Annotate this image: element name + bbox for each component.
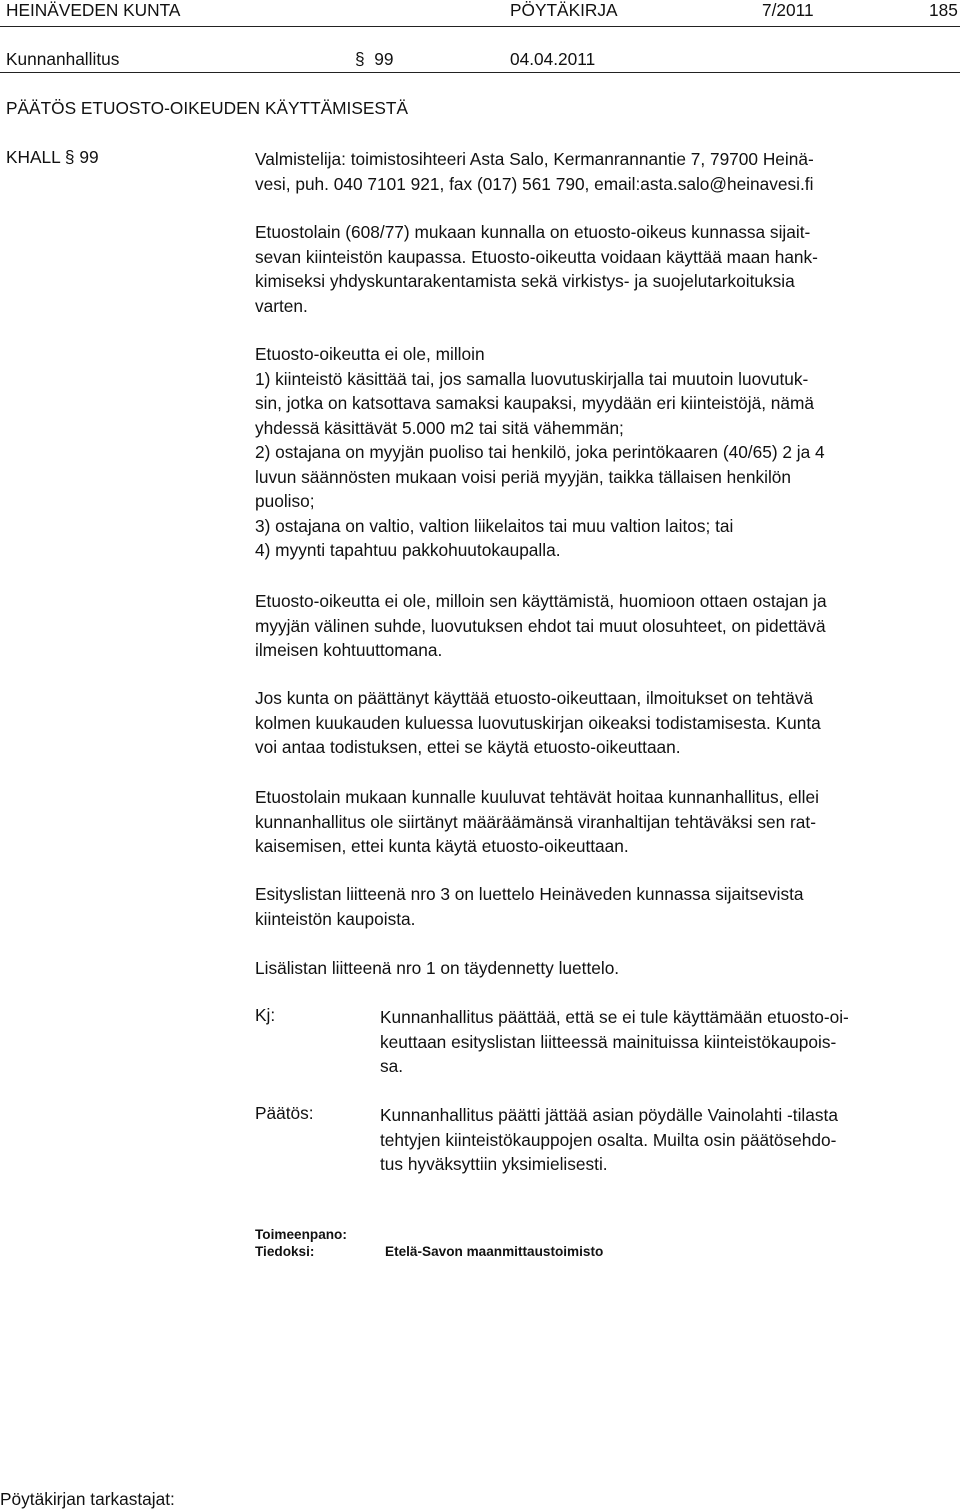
paragraph-line: sin, jotka on katsottava samaksi kaupaksi, myydään eri kiinteistöjä, nämä <box>255 393 815 413</box>
implementation-label: Toimeenpano: <box>255 1227 347 1242</box>
paragraph-line: Etuostolain mukaan kunnalle kuuluvat tehtävät hoitaa kunnanhallitus, ellei <box>255 787 819 807</box>
meta-rule <box>0 72 960 73</box>
paragraph-line: voi antaa todistuksen, ettei se käytä etuosto-oikeuttaan. <box>255 737 681 757</box>
preparer-line: Valmistelija: toimistosihteeri Asta Salo, Kermanrannantie 7, 79700 Heinä- <box>255 149 814 169</box>
municipality-name: HEINÄVEDEN KUNTA <box>6 0 181 20</box>
body-paragraph <box>255 882 957 931</box>
paragraph-line: kiinteistön kaupoista. <box>255 908 416 929</box>
info-label: Tiedoksi: <box>255 1244 315 1259</box>
paragraph-line: kaisemisen, ettei kunta käytä etuosto-oikeuttaan. <box>255 836 629 856</box>
paragraph-line: varten. <box>255 295 308 316</box>
proposal-line: sa. <box>380 1056 404 1076</box>
paragraph-line: Lisälistan liitteenä nro 1 on täydennetty luettelo. <box>255 958 620 978</box>
document-number: 7/2011 <box>762 0 814 20</box>
document-type: PÖYTÄKIRJA <box>510 0 618 20</box>
paragraph-line: Etuosto-oikeutta ei ole, milloin sen käyttämistä, huomioon ottaen ostajan ja <box>255 591 827 611</box>
paragraph-line: kolmen kuukauden kuluessa luovutuskirjan oikeaksi todistamisesta. Kunta <box>255 712 821 733</box>
paragraph-line: kimiseksi yhdyskuntarakentamista sekä virkistys- ja suojelutarkoituksia <box>255 271 795 291</box>
decision-label: Päätös: <box>255 1103 314 1123</box>
paragraph-line: yhdessä käsittävät 5.000 m2 tai sitä vähemmän; <box>255 417 624 438</box>
paragraph-line: Jos kunta on päättänyt käyttää etuosto-oikeuttaan, ilmoitukset on tehtävä <box>255 688 814 708</box>
decision-line: Kunnanhallitus päätti jättää asian pöydälle Vainolahti -tilasta <box>380 1105 838 1125</box>
proposal-line: Kunnanhallitus päättää, että se ei tule käyttämään etuosto-oi- <box>380 1007 849 1027</box>
paragraph-line: kunnanhallitus ole siirtänyt määräämänsä viranhaltijan tehtäväksi sen rat- <box>255 811 816 832</box>
body-paragraph <box>255 956 957 981</box>
decision-line: tus hyväksyttiin yksimielisesti. <box>380 1154 608 1174</box>
header-rule <box>0 26 960 27</box>
body-paragraph <box>255 589 957 663</box>
paragraph-line: Esityslistan liitteenä nro 3 on luettelo Heinäveden kunnassa sijaitsevista <box>255 884 804 904</box>
paragraph-line: Etuosto-oikeutta ei ole, milloin <box>255 344 485 364</box>
decision-text <box>380 1103 956 1177</box>
paragraph-line: 1) kiinteistö käsittää tai, jos samalla luovutuskirjalla tai muutoin luovutuk- <box>255 368 809 389</box>
signature-label: Pöytäkirjan tarkastajat: <box>0 1489 175 1509</box>
paragraph-line: Etuostolain (608/77) mukaan kunnalla on etuosto-oikeus kunnassa sijait- <box>255 222 811 242</box>
decision-line: tehtyjen kiinteistökauppojen osalta. Muilta osin päätösehdo- <box>380 1129 837 1150</box>
paragraph-line: 2) ostajana on myyjän puoliso tai henkilö, joka perintökaaren (40/65) 2 ja 4 <box>255 442 825 462</box>
proposal-label: Kj: <box>255 1005 276 1025</box>
paragraph-line: ilmeisen kohtuuttomana. <box>255 640 443 660</box>
proposal-text <box>380 1005 956 1079</box>
body-paragraph <box>255 686 957 760</box>
body-paragraph <box>255 220 957 318</box>
page-number: 185 <box>929 0 958 20</box>
paragraph-line: sevan kiinteistön kaupassa. Etuosto-oikeutta voidaan käyttää maan hank- <box>255 246 818 267</box>
paragraph-line: myyjän välinen suhde, luovutuksen ehdot tai muut olosuhteet, on pidettävä <box>255 615 826 636</box>
info-value: Etelä-Savon maanmittaustoimisto <box>385 1244 604 1259</box>
preparer-line: vesi, puh. 040 7101 921, fax (017) 561 790, email:asta.salo@heinavesi.fi <box>255 173 814 194</box>
case-reference: KHALL § 99 <box>6 147 99 167</box>
paragraph-line: puoliso; <box>255 491 315 511</box>
preparer-info <box>255 147 957 196</box>
paragraph-line: 4) myynti tapahtuu pakkohuutokaupalla. <box>255 540 561 560</box>
proposal-line: keuttaan esityslistan liitteessä mainituissa kiinteistökaupois- <box>380 1031 837 1052</box>
meeting-body: Kunnanhallitus <box>6 49 120 69</box>
section-sign: § <box>355 49 375 69</box>
paragraph-line: 3) ostajana on valtio, valtion liikelaitos tai muu valtion laitos; tai <box>255 515 734 536</box>
paragraph-line: luvun säännösten mukaan voisi periä myyjän, taikka tällaisen henkilön <box>255 466 792 487</box>
meeting-date: 04.04.2011 <box>510 49 596 69</box>
body-paragraph <box>255 342 957 563</box>
page-title: PÄÄTÖS ETUOSTO-OIKEUDEN KÄYTTÄMISESTÄ <box>6 98 409 118</box>
body-paragraph <box>255 785 957 859</box>
section-number: § 99 <box>355 49 394 69</box>
